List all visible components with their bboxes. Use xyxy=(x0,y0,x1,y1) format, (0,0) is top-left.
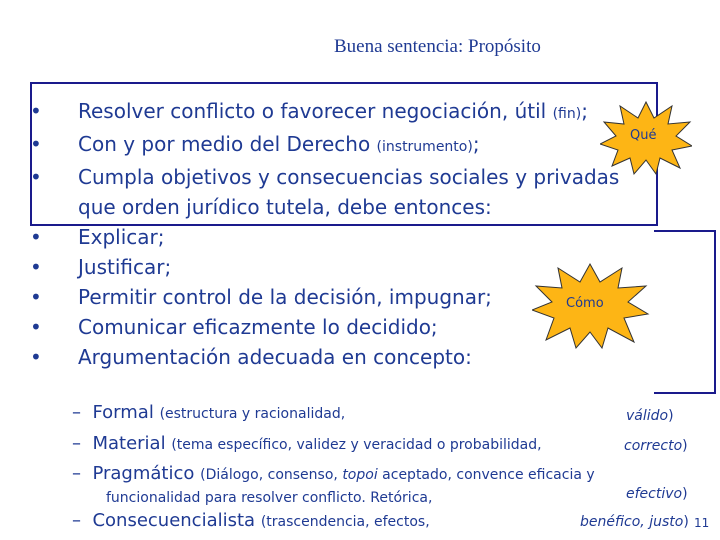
slide-title: Buena sentencia: Propósito xyxy=(334,36,541,57)
highlight-box-how xyxy=(654,230,716,394)
dash: – xyxy=(72,402,81,423)
starburst-como xyxy=(532,262,650,350)
starburst-que xyxy=(600,100,692,176)
sub-item-material xyxy=(72,433,542,454)
sub-label: Material xyxy=(92,433,172,454)
sub-continuation xyxy=(106,486,432,507)
sub-detail: (tema específico, validez y veracidad o probabilidad, xyxy=(171,437,542,453)
result-benefico xyxy=(580,514,689,530)
bullet-dot: • xyxy=(30,99,42,123)
bullet-note: (instrumento) xyxy=(376,139,473,155)
sub-item-formal xyxy=(72,402,345,423)
bullet-text: Cumpla objetivos y consecuencias sociales y privadas xyxy=(78,165,620,189)
result-text: benéfico, justo xyxy=(580,514,684,530)
bullet-dot: • xyxy=(30,132,42,156)
sub-item-pragmatico xyxy=(72,463,595,484)
sub-item-consecuencialista xyxy=(72,510,430,531)
result-paren: ) xyxy=(682,438,688,454)
bullet-dot: • xyxy=(30,165,42,189)
bullet-punct: ; xyxy=(581,99,588,123)
bullet-text: Permitir control de la decisión, impugnar; xyxy=(78,285,492,309)
bullet-dot: • xyxy=(30,345,42,369)
bullet-text: Justificar; xyxy=(78,255,172,279)
result-text: efectivo xyxy=(626,486,683,502)
bullet-item xyxy=(30,222,619,252)
bullet-item xyxy=(30,129,619,162)
dash: – xyxy=(72,510,81,531)
sub-detail: funcionalidad para resolver conflicto. Retórica, xyxy=(106,490,433,506)
sub-detail: (estructura y racionalidad, xyxy=(159,406,346,422)
bullet-dot: • xyxy=(30,315,42,339)
result-paren: ) xyxy=(668,408,674,424)
bullet-text: Comunicar eficazmente lo decidido; xyxy=(78,315,438,339)
result-text: válido xyxy=(626,408,669,424)
bullet-item xyxy=(30,282,619,312)
bullet-item xyxy=(30,96,619,129)
sub-label: Pragmático xyxy=(92,463,201,484)
bullet-punct: ; xyxy=(472,132,480,156)
result-correcto xyxy=(624,438,688,454)
bullet-item xyxy=(30,312,619,342)
sub-label: Formal xyxy=(92,402,160,423)
result-valido xyxy=(626,408,674,424)
bullet-dot: • xyxy=(30,255,42,279)
bullet-item xyxy=(30,342,619,372)
bullet-note: (fin) xyxy=(552,106,582,122)
sub-detail: aceptado, convence eficacia y xyxy=(377,467,595,483)
sub-detail: (Diálogo, consenso, xyxy=(200,467,343,483)
dash: – xyxy=(72,433,81,454)
starburst-label: Qué xyxy=(630,128,657,143)
page-number: 11 xyxy=(694,516,710,530)
bullet-continuation: que orden jurídico tutela, debe entonces: xyxy=(78,195,492,219)
starburst-label: Cómo xyxy=(566,296,604,311)
dash: – xyxy=(72,463,81,484)
bullet-text: Argumentación adecuada en concepto: xyxy=(78,345,472,369)
bullet-item xyxy=(30,162,619,192)
bullet-dot: • xyxy=(30,225,42,249)
bullet-list xyxy=(30,96,619,372)
sub-detail-italic: topoi xyxy=(342,467,378,483)
result-text: correcto xyxy=(624,438,683,454)
bullet-item xyxy=(30,252,619,282)
result-paren: ) xyxy=(683,514,689,530)
bullet-text: Con y por medio del Derecho xyxy=(78,132,377,156)
result-paren: ) xyxy=(682,486,688,502)
sub-label: Consecuencialista xyxy=(92,510,261,531)
result-efectivo xyxy=(626,486,688,502)
bullet-text: Resolver conflicto o favorecer negociación, útil xyxy=(78,99,553,123)
bullet-text: Explicar; xyxy=(78,225,165,249)
sub-detail: (trascendencia, efectos, xyxy=(260,514,430,530)
bullet-dot: • xyxy=(30,285,42,309)
